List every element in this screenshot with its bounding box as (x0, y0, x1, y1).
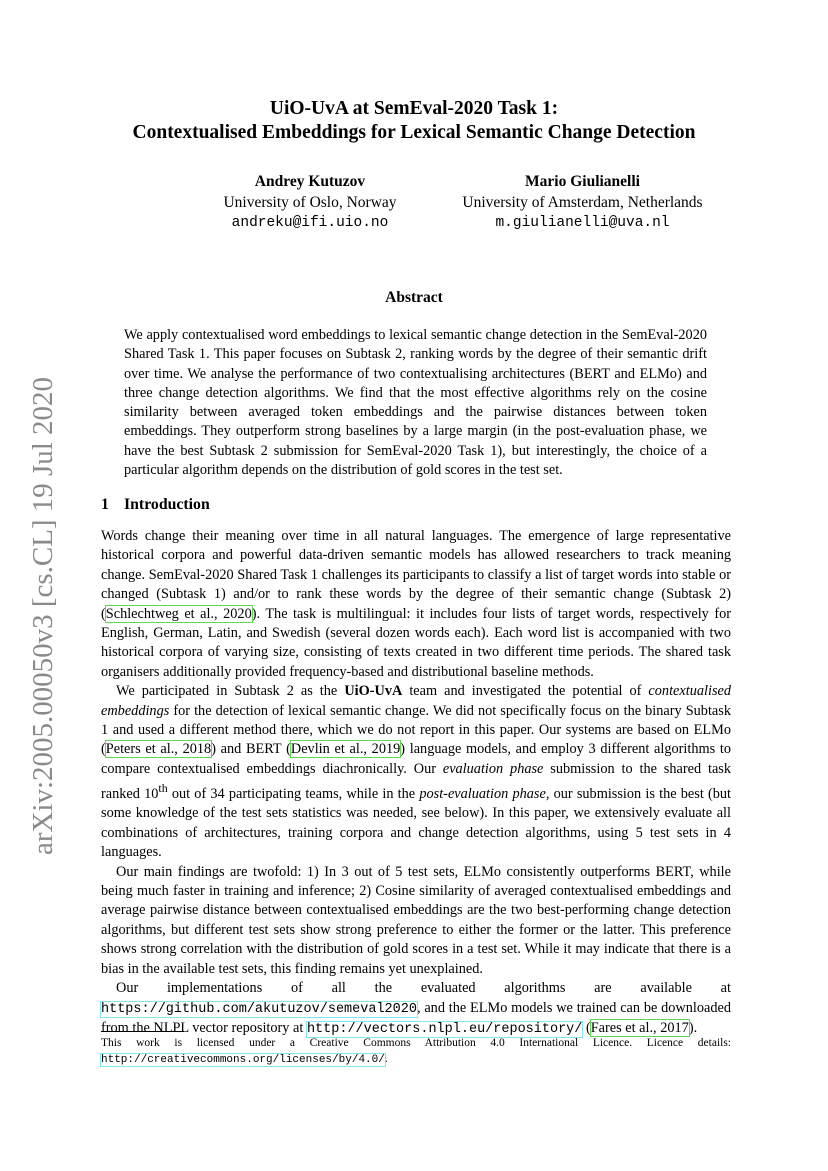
text-run: . (384, 1053, 388, 1065)
paragraph: Our main findings are twofold: 1) In 3 out of 5 test sets, ELMo consistently outperforms BERT, while being much faster in training and inference; 2) Cosine similarity of averaged contextualised embeddings and average pairwise distance between contextualised embeddings are the two best-performing change detection algorithms, but different test sets show strong preference to either the former or the latter. This preference shows strong correlation with the distribution of gold scores in a test set. While it may indicate that there is a bias in the available test sets, this finding remains yet unexplained. (101, 863, 731, 977)
text-run: Our implementations of all the evaluated algorithms are available at (116, 980, 731, 997)
text-run: This work is licensed under a Creative Commons Attribution 4.0 International Licence. Licence details: (101, 1037, 731, 1049)
author-name: Mario Giulianelli (525, 173, 640, 190)
repository-link[interactable]: http://vectors.nlpl.eu/repository/ (306, 1021, 583, 1037)
text-run: ( (582, 1019, 591, 1036)
text-run: , and the ELMo models we trained can be downloaded from the NLPL vector repository at (101, 999, 731, 1036)
emphasis: evaluation phase (442, 760, 544, 777)
text-run: , our submission is the best (but some knowledge of the test sets statistics was needed, see below). In this paper, we extensively evaluate all combinations of architectures, training corpora and change detection algorithms, using 5 test sets in 4 languages. (101, 786, 732, 861)
emphasis: contextualised embeddings (101, 683, 731, 719)
text-run: for the detection of lexical semantic change. We did not specifically focus on the binary Subtask 1 and used a different method there, which we do not report in this paper. Our systems are based on ELMo ( (101, 702, 731, 758)
text-run: out of 34 participating teams, while in the (167, 786, 420, 803)
abstract-heading: Abstract (385, 289, 443, 306)
team-name: UiO-UvA (344, 683, 403, 700)
arxiv-stamp (22, 375, 62, 855)
citation-link[interactable]: Peters et al., 2018 (105, 741, 212, 758)
text-run: ). (688, 1019, 698, 1036)
citation-link[interactable]: Devlin et al., 2019 (290, 741, 401, 758)
paper-title-line-1: UiO-UvA at SemEval-2020 Task 1: (269, 98, 559, 119)
arxiv-identifier: arXiv:2005.00050v3 [cs.CL] 19 Jul 2020 (27, 376, 59, 855)
citation-link[interactable]: Schlechtweg et al., 2020 (105, 605, 252, 622)
section-heading (101, 496, 210, 514)
author-email: andreku@ifi.uio.no (231, 215, 389, 231)
section-number: 1 (101, 496, 109, 513)
text-run: ). The task is multilingual: it includes four lists of target words, respectively for English, German, Latin, and Swedish (several dozen words each). Each word list is accompanied with two historical corpora of varying size, consisting of texts created in two different time periods. The shared task organisers additionally provided frequency-based and distributional baseline methods. (101, 605, 732, 680)
author-name: Andrey Kutuzov (254, 173, 366, 190)
citation-link[interactable]: Fares et al., 2017 (590, 1019, 689, 1036)
text-run: Words change their meaning over time in all natural languages. The emergence of large representative historical corpora and powerful data-driven semantic models has allowed researchers to track meaning change. SemEval-2020 Shared Task 1 challenges its participants to classify a list of target words into stable or changed (Subtask 1) and/or to rank these words by the degree of their semantic change (Subtask 2) ( (101, 528, 731, 622)
introduction-body (101, 527, 731, 1039)
paragraph (101, 527, 731, 682)
text-run: ) and BERT ( (211, 741, 291, 758)
text-run: ) language models, and employ 3 different algorithms to compare contextualised embeddings diachronically. Our (101, 741, 731, 777)
paper-title-line-2: Contextualised Embeddings for Lexical Semantic Change Detection (132, 122, 696, 143)
paragraph (101, 682, 731, 862)
text-run: We participated in Subtask 2 as the (116, 683, 345, 700)
footnote-rule (101, 1031, 184, 1032)
text-run: team and investigated the potential of (402, 683, 649, 700)
abstract-body: We apply contextualised word embeddings to lexical semantic change detection in the SemEval-2020 Shared Task 1. This paper focuses on Subtask 2, ranking words by the degree of their semantic drift over time. We analyse the performance of two contextualising architectures (BERT and ELMo) and three change detection algorithms. We find that the most effective algorithms rely on the cosine similarity between averaged token embeddings and the pairwise distances between token embeddings. They outperform strong baselines by a large margin (in the post-evaluation phase, we have the best Subtask 2 submission for SemEval-2020 Task 1), but interestingly, the choice of a particular algorithm depends on the distribution of gold scores in the test set. (124, 327, 707, 479)
paragraph (101, 979, 731, 1039)
license-footnote (101, 1035, 731, 1068)
github-link[interactable]: https://github.com/akutuzov/semeval2020 (101, 1001, 417, 1017)
emphasis: post-evaluation phase (419, 786, 546, 803)
section-title: Introduction (124, 496, 210, 513)
text-run: submission to the shared task ranked 10 (101, 760, 732, 803)
author-affiliation: University of Oslo, Norway (223, 194, 397, 211)
license-link[interactable]: http://creativecommons.org/licenses/by/4.0/ (101, 1054, 385, 1066)
superscript: th (158, 781, 168, 796)
author-affiliation: University of Amsterdam, Netherlands (462, 194, 703, 211)
author-email: m.giulianelli@uva.nl (495, 215, 670, 231)
author-block (400, 171, 765, 234)
